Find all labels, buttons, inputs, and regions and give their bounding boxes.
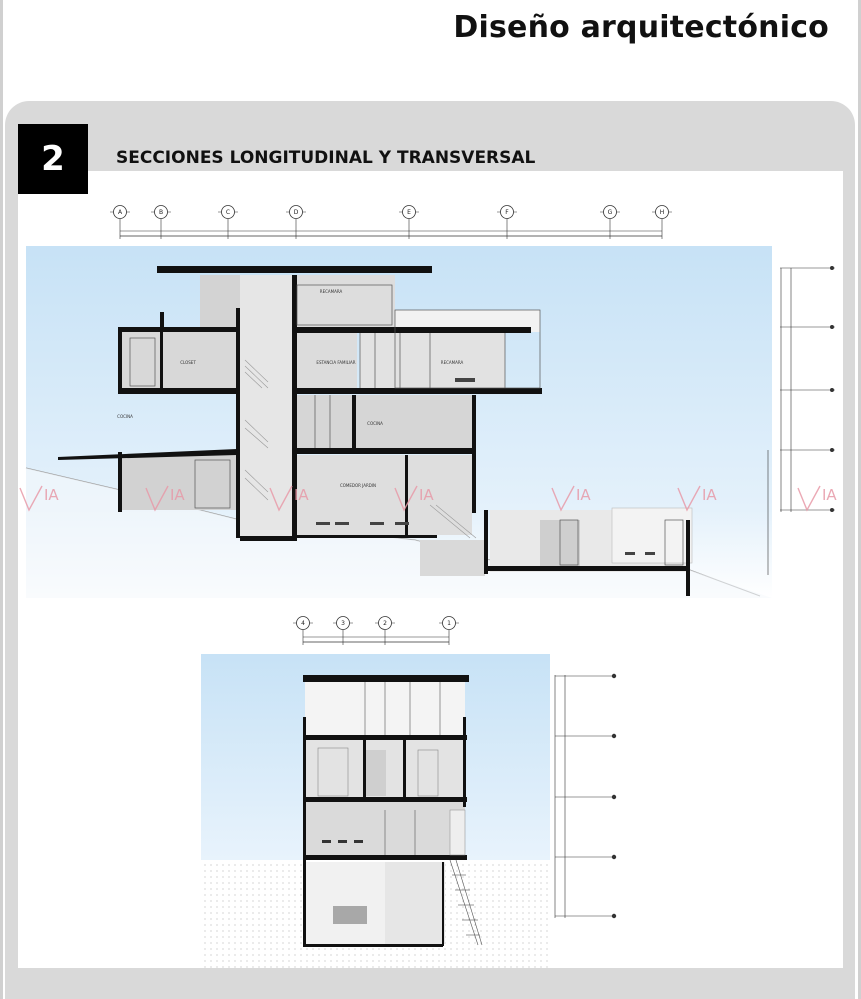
grid-axis-F [497, 206, 517, 240]
section-number-badge: 2 [18, 124, 88, 194]
room-label: COMEDOR JARDIN [339, 483, 377, 488]
section-title: SECCIONES LONGITUDINAL Y TRANSVERSAL [116, 148, 536, 168]
longitudinal-section [26, 206, 835, 599]
grid-axis-A [110, 206, 130, 240]
axis-label: H [659, 209, 665, 217]
room-label: COCINA [367, 421, 383, 426]
axis-label: 4 [301, 620, 305, 628]
watermark-text: IA [576, 486, 591, 504]
grid-axis-D [286, 206, 306, 240]
longitudinal-grid-axes [110, 206, 672, 240]
room-label: ESTANCIA FAMILIAR [316, 360, 356, 365]
axis-label: 1 [447, 620, 451, 628]
room-label: COCINA [117, 414, 133, 419]
axis-label: A [117, 209, 123, 217]
grid-axis-B [151, 206, 171, 240]
axis-label: 3 [341, 620, 345, 628]
grid-axis-4 [293, 617, 313, 646]
grid-axis-C [218, 206, 238, 240]
page-title: Diseño arquitectónico [453, 10, 829, 45]
axis-label: F [505, 209, 509, 217]
grid-axis-2 [375, 617, 395, 646]
axis-label: D [293, 209, 299, 217]
axis-label: E [407, 209, 411, 217]
watermark-text: IA [294, 486, 309, 504]
axis-label: G [607, 209, 613, 217]
watermark-text: IA [822, 486, 837, 504]
grid-axis-G [600, 206, 620, 240]
watermark-v-mark [798, 486, 820, 510]
watermark-text: IA [44, 486, 59, 504]
axis-label: B [158, 209, 164, 217]
grid-axis-3 [333, 617, 353, 646]
axis-label: C [225, 209, 231, 217]
grid-axis-E [399, 206, 419, 240]
grid-axis-1 [439, 617, 459, 646]
transversal-section [201, 617, 616, 969]
transversal-grid-axes [293, 617, 459, 646]
room-label: RECAMARA [319, 289, 343, 294]
room-label: CLOSET [180, 360, 196, 365]
axis-label: 2 [383, 620, 387, 628]
room-label: RECAMARA [440, 360, 464, 365]
grid-axis-H [652, 206, 672, 240]
watermark-text: IA [170, 486, 185, 504]
watermark-text: IA [702, 486, 717, 504]
watermark-text: IA [419, 486, 434, 504]
